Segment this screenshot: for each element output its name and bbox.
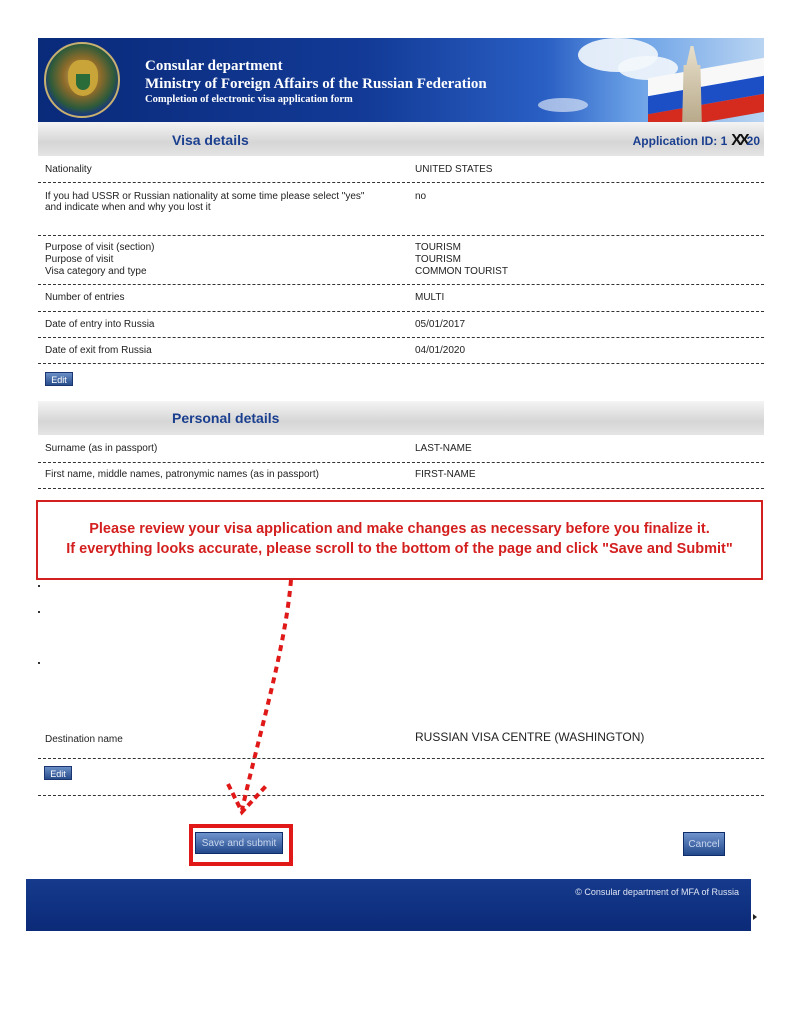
row-label: Purpose of visit (section) [45,242,155,253]
application-id-label: Application ID: 1 [632,134,728,148]
edit-visa-button[interactable]: Edit [45,372,73,386]
header-department: Consular department [145,58,283,74]
row-value: LAST-NAME [415,443,472,454]
destination-value: RUSSIAN VISA CENTRE (WASHINGTON) [415,730,645,744]
row-value: MULTI [415,292,445,303]
header-ministry: Ministry of Foreign Affairs of the Russian Federation [145,76,487,92]
header-subtitle: Completion of electronic visa application form [145,94,353,105]
row-value: FIRST-NAME [415,469,476,480]
footer-copyright: © Consular department of MFA of Russia [575,887,739,897]
visa-details-title: Visa details [172,132,249,148]
row-value: 04/01/2020 [415,345,466,356]
edit-destination-button[interactable]: Edit [44,766,72,780]
footer [26,879,751,931]
row-label: Date of exit from Russia [45,345,152,356]
row-value-line2: TOURISM [415,254,461,265]
row-label: Surname (as in passport) [45,443,158,454]
review-notice-line2: If everything looks accurate, please scroll to the bottom of the page and click "Save and Submit" [66,541,733,557]
row-value: 05/01/2017 [415,319,466,330]
row-value: UNITED STATES [415,164,493,175]
row-label-line2: and indicate when and why you lost it [45,202,211,213]
save-and-submit-button[interactable]: Save and submit [195,832,283,854]
scroll-arrow-icon [753,914,757,920]
row-label-line2: Purpose of visit [45,254,114,265]
row-value-line3: COMMON TOURIST [415,266,508,277]
row-label: If you had USSR or Russian nationality at some time please select "yes" [45,191,365,202]
row-label: Number of entries [45,292,125,303]
row-value: TOURISM [415,242,461,253]
cancel-button[interactable]: Cancel [683,832,725,856]
review-notice-line1: Please review your visa application and make changes as necessary before you finalize it. [89,521,710,537]
row-label-line3: Visa category and type [45,266,147,277]
redaction-mark: XX [731,132,747,149]
row-label: Nationality [45,164,92,175]
row-value: no [415,191,427,202]
personal-details-title: Personal details [172,410,280,426]
destination-label: Destination name [45,734,123,745]
row-label: First name, middle names, patronymic names (as in passport) [45,469,319,480]
row-label: Date of entry into Russia [45,319,155,330]
application-id-tail: 20 [746,134,760,148]
